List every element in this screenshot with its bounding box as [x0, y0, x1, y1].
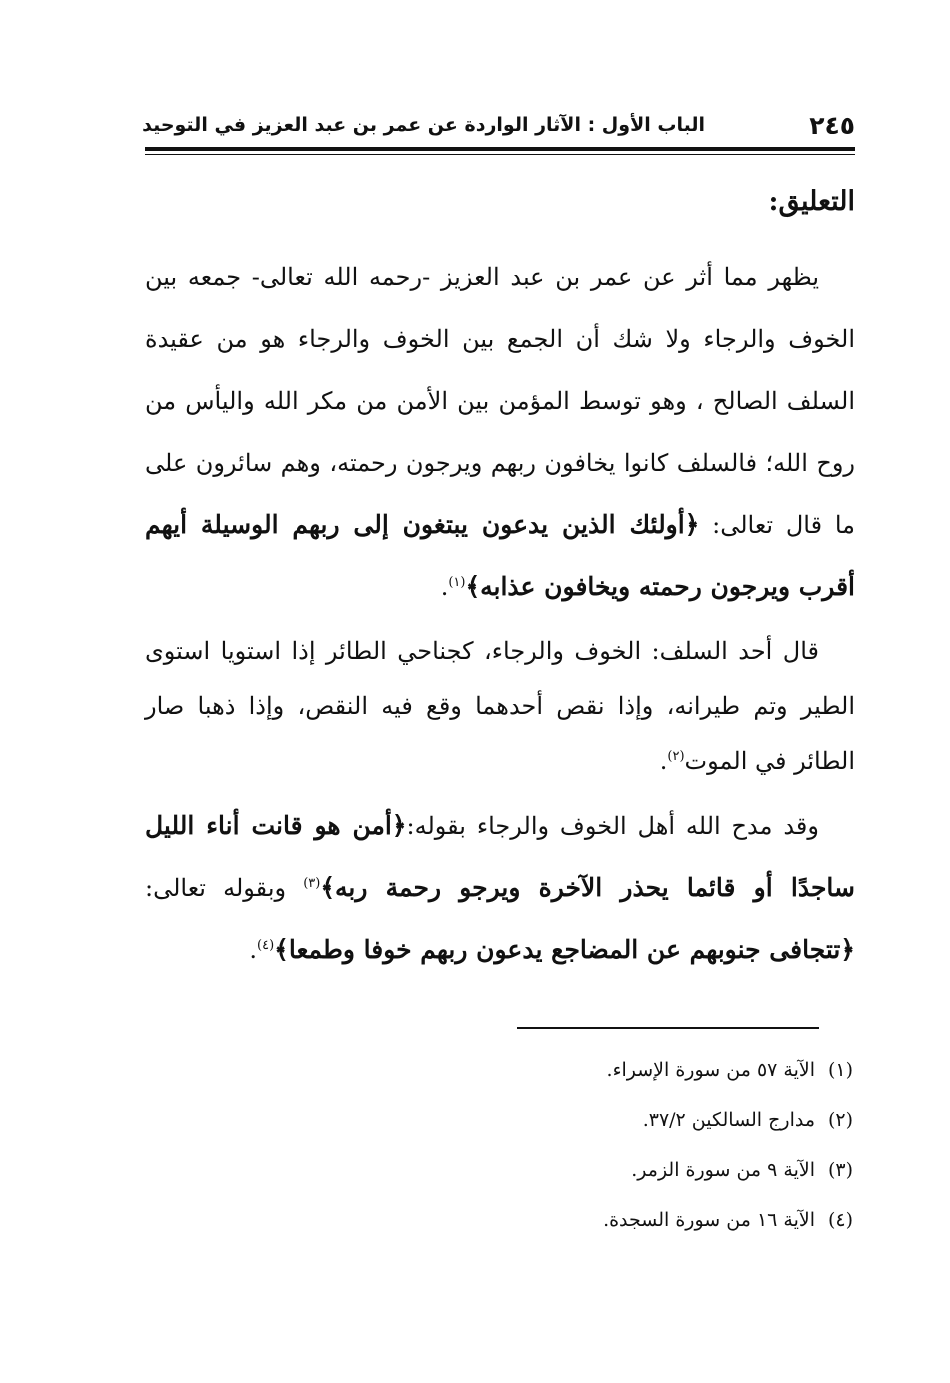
footnote-item — [433, 1050, 853, 1100]
quran-verse-3: ﴿تتجافى جنوبهم عن المضاجع يدعون ربهم خوفا وطمعا﴾ — [274, 935, 855, 964]
quran-verse-1: ﴿أولئك الذين يدعون يبتغون إلى ربهم الوسيلة أيهم أقرب ويرجون رحمته ويخافون عذابه﴾ — [145, 510, 855, 601]
footnote-item — [433, 1200, 853, 1250]
main-content — [145, 180, 855, 981]
paragraph-3-end: . — [249, 936, 258, 964]
footnote-text: الآية ١٦ من سورة السجدة. — [603, 1209, 815, 1231]
paragraph-1-end: . — [440, 573, 449, 601]
footnote-item — [433, 1100, 853, 1150]
paragraph-2-end: . — [659, 747, 668, 775]
footnote-ref-3: (٣) — [303, 876, 321, 891]
footnote-number: (٢) — [827, 1109, 853, 1131]
running-header — [142, 111, 855, 146]
footnote-number: (٣) — [827, 1159, 853, 1181]
header-rule-thick — [145, 147, 855, 151]
footnote-text: الآية ٥٧ من سورة الإسراء. — [606, 1059, 815, 1081]
paragraph-3-text: وقد مدح الله أهل الخوف والرجاء بقوله: — [406, 812, 819, 840]
header-rule-thin — [145, 154, 855, 155]
paragraph-3-mid: وبقوله تعالى: — [145, 874, 304, 902]
footnote-item — [433, 1150, 853, 1200]
footnote-text: الآية ٩ من سورة الزمر. — [631, 1159, 815, 1181]
chapter-title: الباب الأول : الآثار الواردة عن عمر بن عبد العزيز في التوحيد — [142, 114, 705, 136]
paragraph-1 — [145, 246, 855, 618]
footnote-text: مدارج السالكين ٣٧/٢. — [642, 1109, 815, 1131]
paragraph-1-text: يظهر مما أثر عن عمر بن عبد العزيز -رحمه الله تعالى- جمعه بين الخوف والرجاء ولا شك أن الجمع بين الخوف والرجاء هو من عقيدة السلف الصالح ، وهو توسط المؤمن بين الأمن من مكر الله واليأس من روح الله؛ فالسلف كانوا يخافون ربهم ويرجون رحمته، وهم سائرون على ما قال تعالى: — [145, 263, 855, 539]
quran-verse-2: ﴿أمن هو قانت أناء الليل ساجدًا أو قائما يحذر الآخرة ويرجو رحمة ربه﴾ — [145, 811, 855, 902]
paragraph-3 — [145, 795, 855, 981]
footnote-ref-4: (٤) — [257, 938, 275, 953]
page-number: ٢٤٥ — [809, 111, 855, 140]
footnote-number: (١) — [827, 1059, 853, 1081]
paragraph-2 — [145, 624, 855, 789]
footnote-ref-1: (١) — [448, 575, 466, 590]
section-heading: التعليق: — [768, 186, 855, 217]
footnote-ref-2: (٢) — [667, 749, 685, 764]
footnote-number: (٤) — [827, 1209, 853, 1231]
footnote-separator — [517, 1027, 819, 1029]
footnotes — [433, 1050, 853, 1250]
paragraph-2-text: قال أحد السلف: الخوف والرجاء، كجناحي الطائر إذا استويا استوى الطير وتم طيرانه، وإذا نقص أحدهما وقع فيه النقص، وإذا ذهبا صار الطائر في الموت — [145, 637, 855, 775]
